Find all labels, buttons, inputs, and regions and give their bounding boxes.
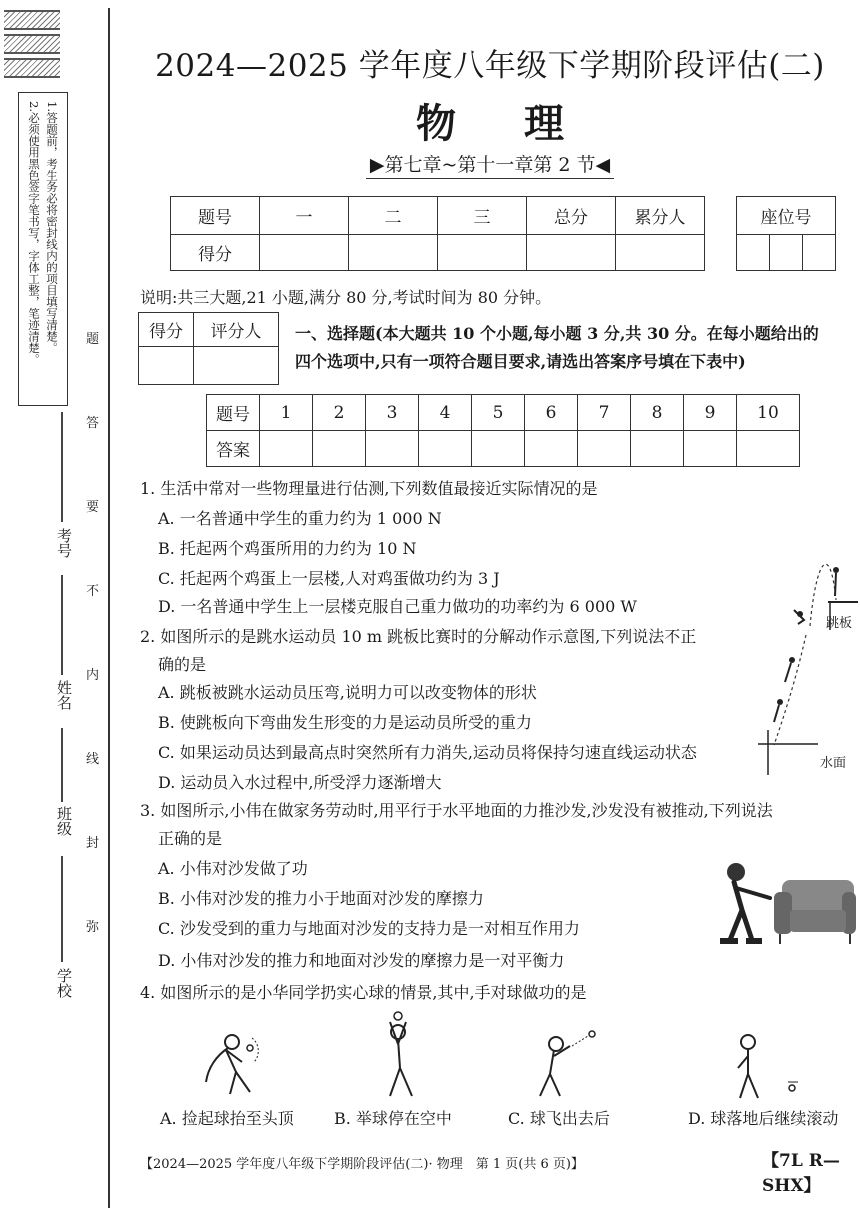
grader-score-label: 得分 xyxy=(139,313,194,347)
score-header: 三 xyxy=(438,197,527,235)
binding-pattern xyxy=(4,34,60,54)
q3-option-c: C. 沙发受到的重力与地面对沙发的支持力是一对相互作用力 xyxy=(158,919,580,938)
question-number: 7 xyxy=(578,395,631,431)
throw-figure-a xyxy=(196,1026,268,1096)
q4-option-d: D. 球落地后继续滚动 xyxy=(688,1109,839,1128)
section-1-line: 四个选项中,只有一项符合题目要求,请选出答案序号填在下表中) xyxy=(295,352,746,371)
q2-option-b: B. 使跳板向下弯曲发生形变的力是运动员所受的重力 xyxy=(158,713,532,732)
score-cell[interactable] xyxy=(260,235,349,271)
seal-char: 要 xyxy=(86,500,100,515)
throw-figure-c xyxy=(526,1030,606,1100)
score-header: 一 xyxy=(260,197,349,235)
question-number: 1 xyxy=(260,395,313,431)
q2-stem: 2. 如图所示的是跳水运动员 10 m 跳板比赛时的分解动作示意图,下列说法不正 xyxy=(140,627,697,646)
seal-char: 封 xyxy=(86,836,100,851)
field-school-line[interactable] xyxy=(61,856,63,962)
binding-pattern xyxy=(4,10,60,30)
answer-cell[interactable] xyxy=(684,431,737,467)
field-school: 学校 xyxy=(55,968,73,998)
notice-line: 2.必须使用黑色签字笔书写，字体工整，笔迹清楚。 xyxy=(27,101,41,365)
q1-stem: 1. 生活中常对一些物理量进行估测,下列数值最接近实际情况的是 xyxy=(140,479,598,498)
field-name-line[interactable] xyxy=(61,575,63,675)
q3-option-b: B. 小伟对沙发的推力小于地面对沙发的摩擦力 xyxy=(158,889,484,908)
field-exam-number: 考号 xyxy=(55,528,73,558)
notice-line: 1.答题前，考生务必将密封线内的项目填写清楚。 xyxy=(45,101,59,354)
q2-stem-cont: 确的是 xyxy=(158,655,207,674)
seat-cell[interactable] xyxy=(737,235,770,271)
answer-cell[interactable] xyxy=(366,431,419,467)
exam-title: 2024—2025 学年度八年级下学期阶段评估(二) xyxy=(155,48,825,84)
q2-option-c: C. 如果运动员达到最高点时突然所有力消失,运动员将保持匀速直线运动状态 xyxy=(158,743,697,762)
grader-name-cell[interactable] xyxy=(194,347,279,385)
score-table xyxy=(170,196,705,271)
question-number: 6 xyxy=(525,395,578,431)
seat-cell[interactable] xyxy=(770,235,803,271)
seat-label: 座位号 xyxy=(737,197,836,235)
field-class-line[interactable] xyxy=(61,728,63,802)
q1-option-a: A. 一名普通中学生的重力约为 1 000 N xyxy=(158,509,442,528)
answer-cell[interactable] xyxy=(260,431,313,467)
throw-figure-b xyxy=(376,1010,426,1100)
q4-option-a: A. 捡起球抬至头顶 xyxy=(160,1109,294,1128)
q3-stem-cont: 正确的是 xyxy=(158,829,223,848)
q3-option-d: D. 小伟对沙发的推力和地面对沙发的摩擦力是一对平衡力 xyxy=(158,951,565,970)
exam-scope-text: ▶第七章~第十一章第 2 节◀ xyxy=(366,154,614,179)
diving-figure xyxy=(758,530,858,780)
answer-cell[interactable] xyxy=(631,431,684,467)
field-class: 班级 xyxy=(55,806,73,836)
score-cell[interactable] xyxy=(616,235,705,271)
q4-option-b: B. 举球停在空中 xyxy=(334,1109,452,1128)
question-number: 3 xyxy=(366,395,419,431)
score-header: 总分 xyxy=(527,197,616,235)
seal-char: 内 xyxy=(86,668,100,683)
q1-option-d: D. 一名普通中学生上一层楼克服自己重力做功的功率约为 6 000 W xyxy=(158,597,637,616)
question-number: 10 xyxy=(737,395,800,431)
subject-title: 物理 xyxy=(416,100,632,147)
seal-line xyxy=(108,8,110,1208)
page-footer: 【2024—2025 学年度八年级下学期阶段评估(二)· 物理 第 1 页(共 6 页)】 xyxy=(140,1157,584,1172)
answer-table xyxy=(206,394,800,467)
seat-cell[interactable] xyxy=(803,235,836,271)
answer-cell[interactable] xyxy=(525,431,578,467)
field-name: 姓名 xyxy=(55,680,73,710)
answer-cell[interactable] xyxy=(313,431,366,467)
question-number: 5 xyxy=(472,395,525,431)
answer-row-label: 答案 xyxy=(207,431,260,467)
section-1-line: 一、选择题(本大题共 10 个小题,每小题 3 分,共 30 分。在每小题给出的 xyxy=(295,324,819,343)
seat-table xyxy=(736,196,836,271)
q2-option-d: D. 运动员入水过程中,所受浮力逐渐增大 xyxy=(158,773,442,792)
answer-cell[interactable] xyxy=(472,431,525,467)
q1-option-c: C. 托起两个鸡蛋上一层楼,人对鸡蛋做功约为 3 J xyxy=(158,569,500,588)
q3-option-a: A. 小伟对沙发做了功 xyxy=(158,859,308,878)
q2-option-a: A. 跳板被跳水运动员压弯,说明力可以改变物体的形状 xyxy=(158,683,537,702)
fig-label-board: 跳板 xyxy=(826,616,853,631)
grader-name-label: 评分人 xyxy=(194,313,279,347)
q3-stem: 3. 如图所示,小伟在做家务劳动时,用平行于水平地面的力推沙发,沙发没有被推动,下列说法 xyxy=(140,801,773,820)
score-cell[interactable] xyxy=(527,235,616,271)
exam-scope xyxy=(150,150,830,177)
section-1-heading xyxy=(295,320,860,376)
question-number: 4 xyxy=(419,395,472,431)
seal-char: 弥 xyxy=(86,920,100,935)
q1-option-b: B. 托起两个鸡蛋所用的力约为 10 N xyxy=(158,539,417,558)
answer-cell[interactable] xyxy=(578,431,631,467)
exam-notice xyxy=(18,92,68,406)
field-exam-number-line[interactable] xyxy=(61,412,63,522)
question-number: 9 xyxy=(684,395,737,431)
score-cell[interactable] xyxy=(438,235,527,271)
throw-figure-d xyxy=(718,1030,808,1100)
seal-char: 题 xyxy=(86,332,100,347)
answer-header-label: 题号 xyxy=(207,395,260,431)
exam-code: 【7L R—SHX】 xyxy=(762,1151,840,1196)
score-header: 累分人 xyxy=(616,197,705,235)
score-header: 二 xyxy=(349,197,438,235)
score-cell[interactable] xyxy=(349,235,438,271)
answer-cell[interactable] xyxy=(737,431,800,467)
sofa-push-figure xyxy=(712,858,858,948)
seal-char: 答 xyxy=(86,416,100,431)
q4-stem: 4. 如图所示的是小华同学扔实心球的情景,其中,手对球做功的是 xyxy=(140,983,587,1002)
exam-instructions: 说明:共三大题,21 小题,满分 80 分,考试时间为 80 分钟。 xyxy=(140,288,552,307)
grader-table xyxy=(138,312,279,385)
question-number: 8 xyxy=(631,395,684,431)
seal-char: 不 xyxy=(86,584,100,599)
question-number: 2 xyxy=(313,395,366,431)
score-header: 题号 xyxy=(171,197,260,235)
q4-option-c: C. 球飞出去后 xyxy=(508,1109,610,1128)
answer-cell[interactable] xyxy=(419,431,472,467)
grader-score-cell[interactable] xyxy=(139,347,194,385)
seal-char: 线 xyxy=(86,752,100,767)
fig-label-water: 水面 xyxy=(820,756,847,771)
binding-pattern xyxy=(4,58,60,78)
score-row-label: 得分 xyxy=(171,235,260,271)
